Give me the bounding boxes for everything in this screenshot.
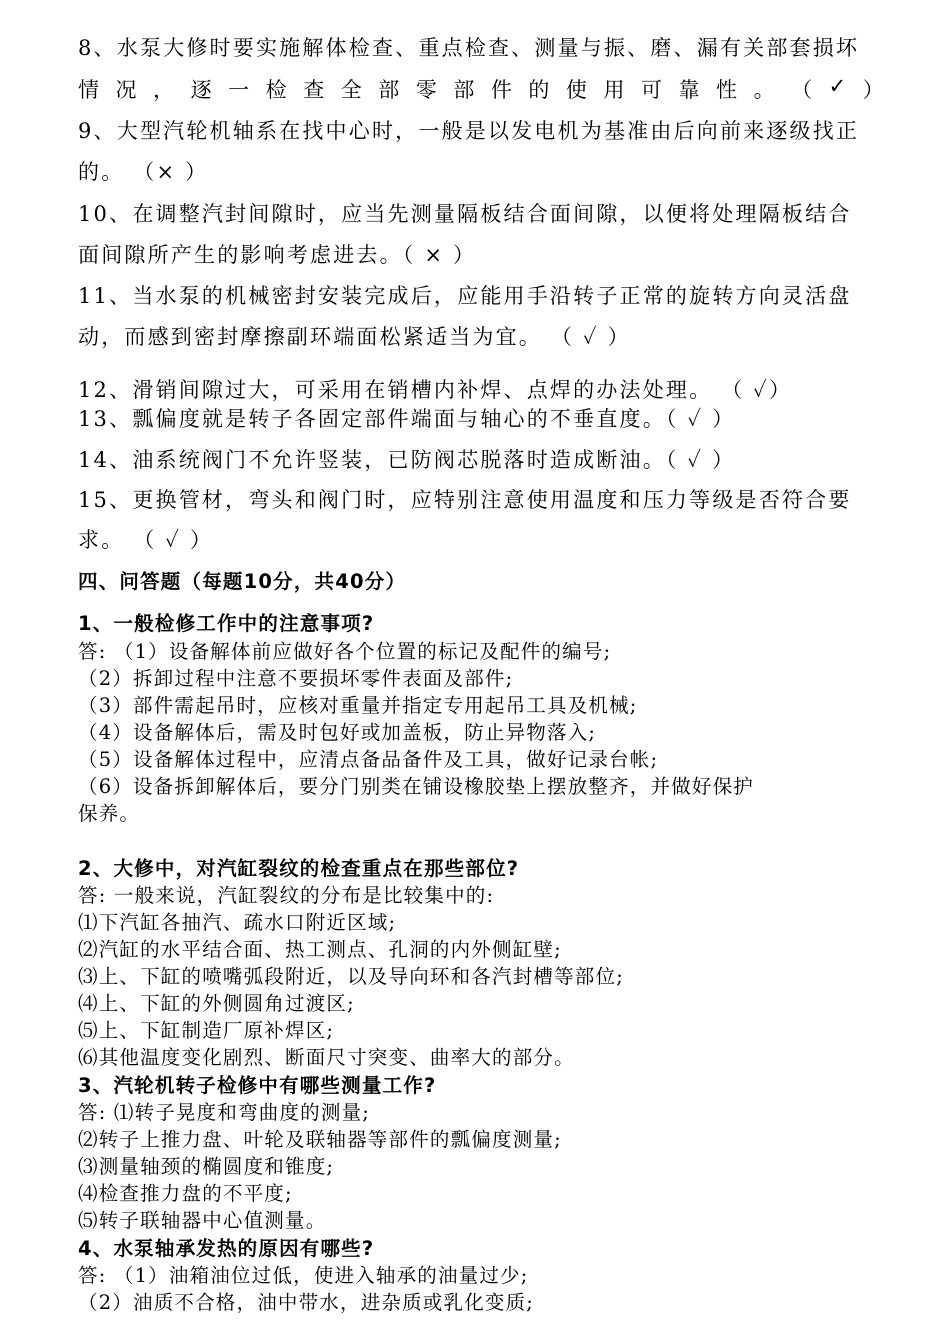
q9-line2: 的。 （× ）: [78, 160, 209, 184]
question-title: 3、汽轮机转子检修中有哪些测量工作?: [78, 1074, 437, 1097]
answer-line: ⑵汽缸的水平结合面、热工测点、孔洞的内外侧缸壁;: [78, 938, 562, 961]
question-title: 1、一般检修工作中的注意事项?: [78, 612, 375, 635]
section-title: 四、问答题（每题10分，共40分）: [78, 570, 407, 593]
q8-line2-char: 检: [265, 78, 287, 102]
answer-line: ⑸转子联轴器中心值测量。: [78, 1209, 327, 1232]
q8-line2-char: ）: [862, 78, 884, 102]
question-title: 2、大修中，对汽缸裂纹的检查重点在那些部位?: [78, 857, 520, 880]
q8-line2-char: 件: [490, 78, 512, 102]
answer-line: 答: 一般来说，汽缸裂纹的分布是比较集中的:: [78, 884, 495, 907]
answer-line: ⑷上、下缸的外侧圆角过渡区;: [78, 992, 355, 1015]
q8-line2-char: 查: [303, 78, 325, 102]
answer-line: （6）设备拆卸解体后，要分门别类在铺设橡胶垫上摆放整齐，并做好保护: [78, 775, 755, 798]
q12: 12、滑销间隙过大，可采用在销槽内补焊、点焊的办法处理。 （ ✓）: [78, 378, 793, 402]
q8-line2-char: ✓: [828, 74, 847, 98]
answer-line: ⑴下汽缸各抽汽、疏水口附近区域;: [78, 911, 397, 934]
q8-line2-char: （: [791, 78, 813, 102]
answer-line: ⑹其他温度变化剧烈、断面尺寸突变、曲率大的部分。: [78, 1046, 575, 1069]
q8-line2-char: 性: [716, 78, 738, 102]
answer-line: 答: （1）设备解体前应做好各个位置的标记及配件的编号;: [78, 640, 612, 663]
q8-line2-char: 情: [78, 78, 99, 102]
q8-line2-char: 部: [453, 78, 475, 102]
q8-line2-char: 零: [415, 78, 437, 102]
q8-line2-char: 使: [565, 78, 587, 102]
answer-line: （2）油质不合格，油中带水，进杂质或乳化变质;: [78, 1291, 535, 1314]
answer-line: ⑶测量轴颈的椭圆度和锥度;: [78, 1155, 335, 1178]
q8-line2-char: ，: [153, 78, 175, 102]
answer-line: ⑵转子上推力盘、叶轮及联轴器等部件的瓢偏度测量;: [78, 1128, 562, 1151]
q14: 14、油系统阀门不允许竖装，已防阀芯脱落时造成断油。（ ✓ ）: [78, 448, 736, 472]
q9-line1: 9、大型汽轮机轴系在找中心时，一般是以发电机为基准由后向前来逐级找正: [78, 119, 860, 143]
answer-line: ⑸上、下缸制造厂原补焊区;: [78, 1019, 335, 1042]
q8-line2-char: 部: [378, 78, 400, 102]
q8-line2-char: 逐: [190, 78, 212, 102]
q8-line1: 8、水泵大修时要实施解体检查、重点检查、测量与振、磨、漏有关部套损坏: [78, 36, 860, 60]
q8-line2-char: 。: [753, 78, 775, 102]
answer-line: ⑶上、下缸的喷嘴弧段附近，以及导向环和各汽封槽等部位;: [78, 965, 624, 988]
q15-line2: 求。 （ ✓ ）: [78, 528, 214, 552]
q8-line2: [78, 74, 884, 104]
q8-line2-char: 全: [340, 78, 362, 102]
q8-line2-char: 一: [228, 78, 250, 102]
q10-line2: 面间隙所产生的影响考虑进去。（ × ）: [78, 243, 477, 267]
q8-line2-char: 况: [115, 78, 137, 102]
q13: 13、瓢偏度就是转子各固定部件端面与轴心的不垂直度。（ ✓ ）: [78, 407, 736, 431]
answer-line: 保养。: [78, 802, 141, 825]
q11-line1: 11、当水泵的机械密封安装完成后，应能用手沿转子正常的旋转方向灵活盘: [78, 284, 852, 308]
q8-line2-char: 靠: [678, 78, 700, 102]
answer-line: （5）设备解体过程中，应清点备品备件及工具，做好记录台帐;: [78, 748, 659, 771]
q10-line1: 10、在调整汽封间隙时，应当先测量隔板结合面间隙，以便将处理隔板结合: [78, 202, 852, 226]
answer-line: ⑷检查推力盘的不平度;: [78, 1182, 293, 1205]
q8-line2-char: 的: [528, 78, 550, 102]
q15-line1: 15、更换管材，弯头和阀门时，应特别注意使用温度和压力等级是否符合要: [78, 488, 852, 512]
answer-line: （3）部件需起吊时，应核对重量并指定专用起吊工具及机械;: [78, 694, 638, 717]
answer-line: 答: ⑴转子晃度和弯曲度的测量;: [78, 1101, 371, 1124]
question-title: 4、水泵轴承发热的原因有哪些?: [78, 1237, 375, 1260]
answer-line: （4）设备解体后，需及时包好或加盖板，防止异物落入;: [78, 721, 597, 744]
q8-line2-char: 可: [640, 78, 662, 102]
q11-line2: 动，而感到密封摩擦副环端面松紧适当为宜。 （ ✓ ）: [78, 325, 631, 349]
answer-line: 答: （1）油箱油位过低，使进入轴承的油量过少;: [78, 1264, 529, 1287]
answer-line: （2）拆卸过程中注意不要损坏零件表面及部件;: [78, 667, 514, 690]
q8-line2-char: 用: [603, 78, 625, 102]
